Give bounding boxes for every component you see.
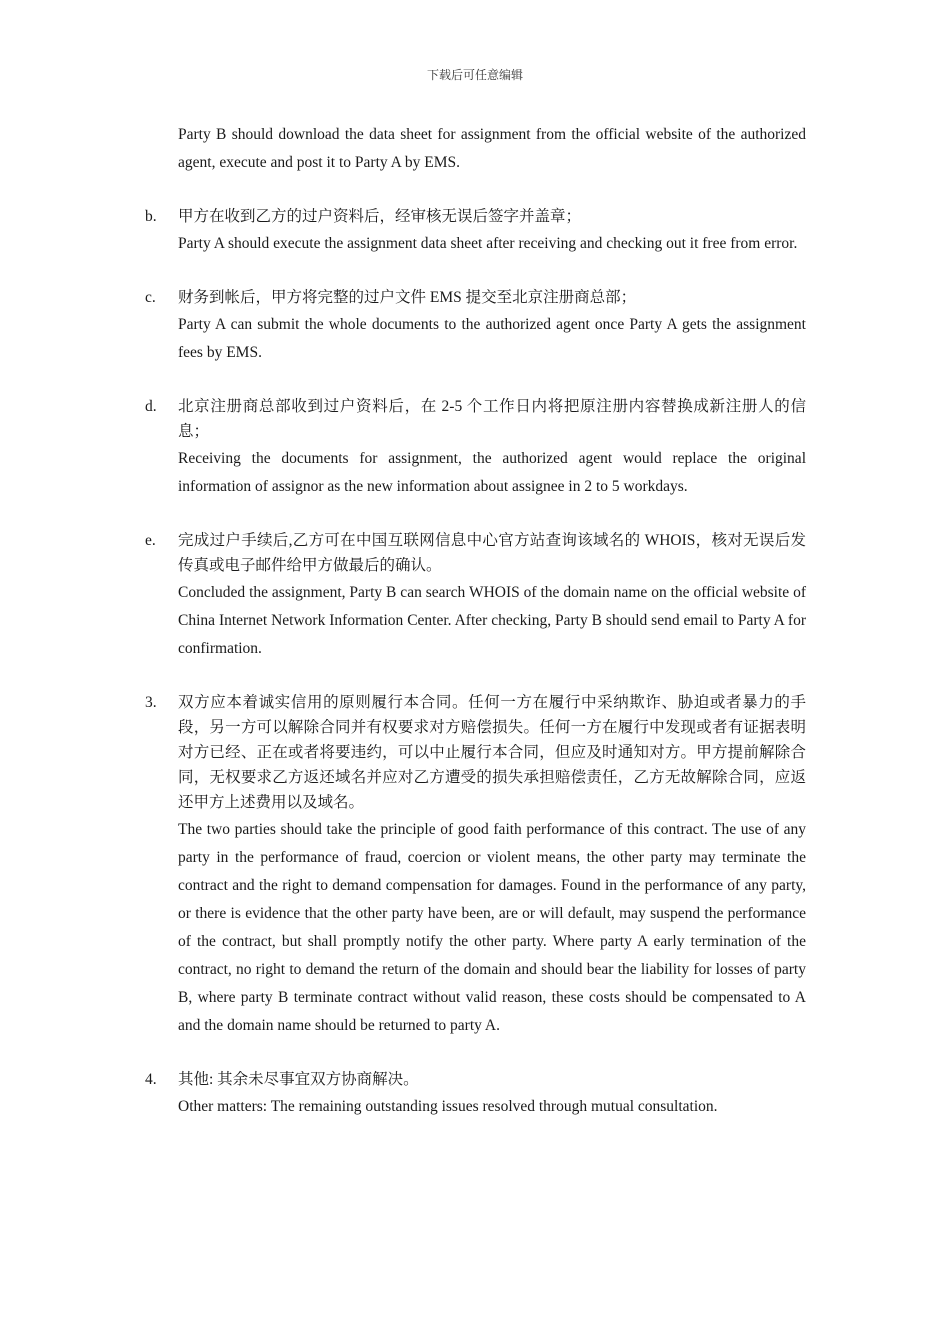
- list-marker: d.: [145, 398, 157, 415]
- item-text-en: The two parties should take the principle of good faith performance of this contract. The use of any party in the performance of fraud, coercion or violent means, the other party may terminate the contract and the right to demand compensation for damages. Found in the performance of any party, or there is evidence that the other party have been, are or will default, may suspend the performance of the contract, but shall promptly notify the other party. Where party A early termination of the contract, no right to demand the return of the domain and should bear the liability for losses of party B, where party B terminate contract without valid reason, these costs should be compensated to A and the domain name should be returned to party A.: [178, 821, 806, 1034]
- item-text-en: Receiving the documents for assignment, the authorized agent would replace the original information of assignor as the new information about assignee in 2 to 5 workdays.: [178, 450, 806, 495]
- list-marker: c.: [145, 289, 156, 306]
- item-text-zh: 完成过户手续后,乙方可在中国互联网信息中心官方站查询该域名的 WHOIS，核对无误后发传真或电子邮件给甲方做最后的确认。: [178, 532, 806, 574]
- list-marker: 3.: [145, 694, 157, 711]
- intro-paragraph: [145, 120, 806, 177]
- item-text-zh: 北京注册商总部收到过户资料后，在 2-5 个工作日内将把原注册内容替换成新注册人的信息；: [178, 398, 806, 440]
- list-item-3: [145, 690, 806, 1040]
- list-marker: b.: [145, 208, 157, 225]
- item-text-zh: 甲方在收到乙方的过户资料后，经审核无误后签字并盖章；: [178, 208, 582, 225]
- item-text-en: Other matters: The remaining outstanding issues resolved through mutual consultation.: [178, 1098, 718, 1115]
- document-content: [145, 120, 806, 1148]
- item-text-zh: 财务到帐后，甲方将完整的过户文件 EMS 提交至北京注册商总部；: [178, 289, 637, 306]
- list-item-b: [145, 204, 806, 258]
- page-header: 下载后可任意编辑: [426, 68, 523, 82]
- list-marker: 4.: [145, 1071, 157, 1088]
- intro-text-en: Party B should download the data sheet for assignment from the official website of the authorized agent, execute and post it to Party A by EMS.: [178, 126, 806, 171]
- list-item-c: [145, 285, 806, 367]
- item-text-zh: 其他: 其余未尽事宜双方协商解决。: [178, 1071, 419, 1088]
- item-text-en: Concluded the assignment, Party B can search WHOIS of the domain name on the official website of China Internet Network Information Center. After checking, Party B should send email to Party A for confirmation.: [178, 584, 806, 657]
- list-item-d: [145, 394, 806, 501]
- item-text-en: Party A can submit the whole documents to the authorized agent once Party A gets the assignment fees by EMS.: [178, 316, 806, 361]
- list-item-4: [145, 1067, 806, 1121]
- list-item-e: [145, 528, 806, 663]
- item-text-en: Party A should execute the assignment data sheet after receiving and checking out it free from error.: [178, 235, 798, 252]
- list-marker: e.: [145, 532, 156, 549]
- item-text-zh: 双方应本着诚实信用的原则履行本合同。任何一方在履行中采纳欺诈、胁迫或者暴力的手段，另一方可以解除合同并有权要求对方赔偿损失。任何一方在履行中发现或者有证据表明对方已经、正在或者将要违约，可以中止履行本合同，但应及时通知对方。甲方提前解除合同，无权要求乙方返还域名并应对乙方遭受的损失承担赔偿责任，乙方无故解除合同，应返还甲方上述费用以及域名。: [178, 694, 806, 811]
